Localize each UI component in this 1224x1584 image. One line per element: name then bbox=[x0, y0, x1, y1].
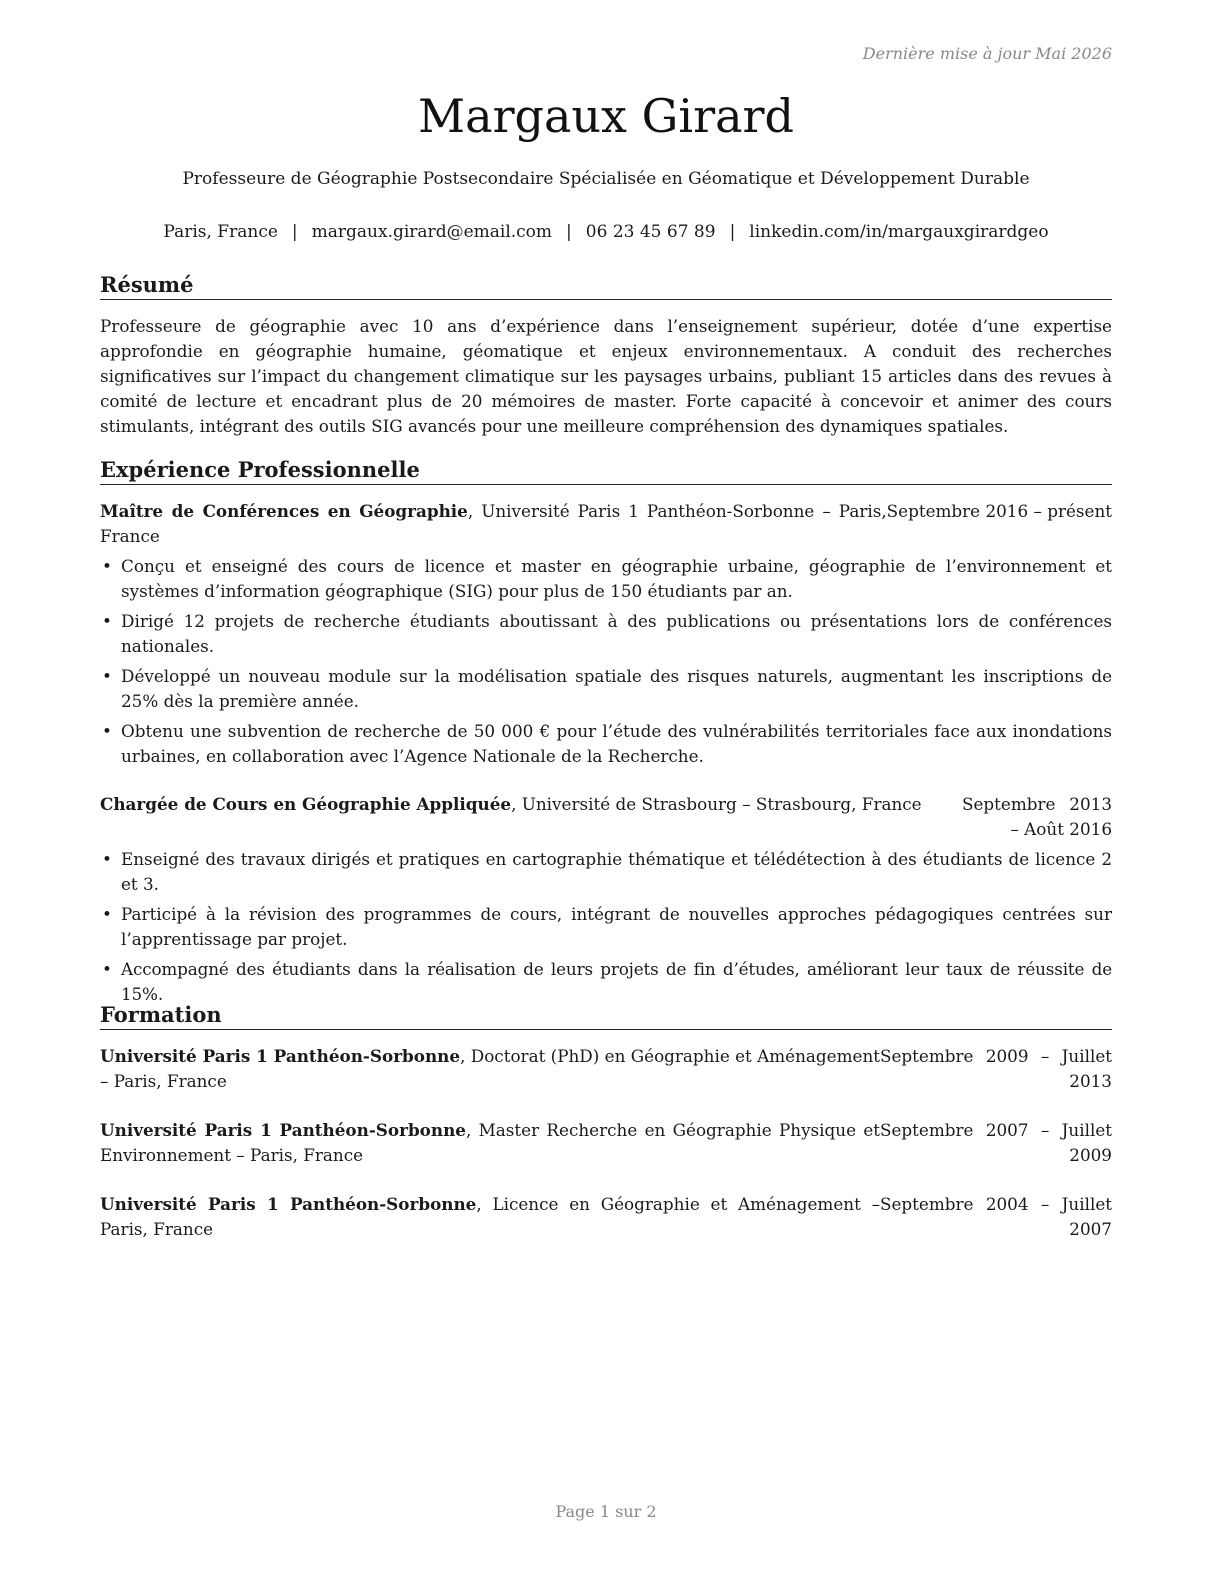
page-number: Page 1 sur 2 bbox=[555, 1502, 657, 1521]
section-heading-experience: Expérience Professionnelle bbox=[100, 456, 1112, 485]
education-entry bbox=[100, 1192, 1112, 1242]
job-dates: Septembre 2016 – présent bbox=[886, 501, 1112, 521]
education-dates: Septembre 2007 – Juillet 2009 bbox=[880, 1120, 1112, 1165]
education-dates: Septembre 2009 – Juillet 2013 bbox=[880, 1046, 1112, 1091]
job-title-line bbox=[100, 499, 887, 549]
job-dates: Septembre 2013 – Août 2016 bbox=[962, 794, 1112, 839]
job-title-line bbox=[100, 792, 962, 842]
job-org: , Université Paris 1 Panthéon-Sorbonne – Paris, France bbox=[100, 501, 887, 546]
bullet-text: Participé à la révision des programmes de cours, intégrant de nouvelles approches pédagogiques centrées sur l’apprentissage par projet. bbox=[121, 904, 1112, 949]
job-header bbox=[100, 792, 1112, 842]
contact-line bbox=[100, 219, 1112, 245]
contact-location: Paris, France bbox=[163, 222, 278, 242]
list-item bbox=[100, 554, 1112, 604]
job-bullets bbox=[100, 554, 1112, 774]
education-entry bbox=[100, 1118, 1112, 1168]
job-role: Chargée de Cours en Géographie Appliquée bbox=[100, 794, 512, 814]
list-item bbox=[100, 902, 1112, 952]
bullet-text: Développé un nouveau module sur la modélisation spatiale des risques naturels, augmentant les inscriptions de 25% dès la première année. bbox=[121, 666, 1112, 711]
job-header bbox=[100, 499, 1112, 549]
job-role: Maître de Conférences en Géographie bbox=[100, 501, 468, 521]
person-title: Professeure de Géographie Postsecondaire Spécialisée en Géomatique et Développement Durable bbox=[182, 169, 1030, 189]
job-org: , Université de Strasbourg – Strasbourg, France bbox=[511, 794, 922, 814]
education-detail: , Doctorat (PhD) en Géographie et Aménagement – Paris, France bbox=[100, 1046, 880, 1091]
bullet-text: Dirigé 12 projets de recherche étudiants aboutissant à des publications ou présentations lors de conférences nationales. bbox=[121, 611, 1112, 656]
bullet-text: Accompagné des étudiants dans la réalisation de leurs projets de fin d’études, améliorant leur taux de réussite de 15%. bbox=[121, 959, 1112, 1004]
list-item bbox=[100, 609, 1112, 659]
resume-page bbox=[100, 0, 1112, 1584]
bullet-icon: • bbox=[102, 849, 112, 869]
education-school: Université Paris 1 Panthéon-Sorbonne bbox=[100, 1194, 477, 1214]
contact-linkedin[interactable]: linkedin.com/in/margauxgirardgeo bbox=[749, 222, 1049, 242]
bullet-icon: • bbox=[102, 666, 112, 686]
contact-phone: 06 23 45 67 89 bbox=[585, 222, 716, 242]
education-line bbox=[100, 1192, 880, 1242]
education-detail: , Licence en Géographie et Aménagement – Paris, France bbox=[100, 1194, 880, 1239]
contact-separator: | bbox=[291, 222, 298, 242]
last-updated: Dernière mise à jour Mai 2026 bbox=[862, 44, 1112, 63]
person-name: Margaux Girard bbox=[418, 89, 794, 143]
education-dates: Septembre 2004 – Juillet 2007 bbox=[880, 1194, 1112, 1239]
contact-email[interactable]: margaux.girard@email.com bbox=[311, 222, 553, 242]
job-bullets bbox=[100, 847, 1112, 1012]
education-school: Université Paris 1 Panthéon-Sorbonne bbox=[100, 1120, 466, 1140]
bullet-icon: • bbox=[102, 721, 112, 741]
bullet-icon: • bbox=[102, 556, 112, 576]
education-entry bbox=[100, 1044, 1112, 1094]
bullet-text: Enseigné des travaux dirigés et pratiques en cartographie thématique et télédétection à des étudiants de licence 2 et 3. bbox=[121, 849, 1112, 894]
education-school: Université Paris 1 Panthéon-Sorbonne bbox=[100, 1046, 461, 1066]
bullet-icon: • bbox=[102, 959, 112, 979]
list-item bbox=[100, 847, 1112, 897]
section-heading-education: Formation bbox=[100, 1001, 1112, 1030]
contact-separator: | bbox=[729, 222, 736, 242]
contact-separator: | bbox=[566, 222, 572, 242]
education-detail: , Master Recherche en Géographie Physique et Environnement – Paris, France bbox=[100, 1120, 880, 1165]
list-item bbox=[100, 957, 1112, 1007]
bullet-text: Conçu et enseigné des cours de licence et master en géographie urbaine, géographie de l’environnement et systèmes d’information géographique (SIG) pour plus de 150 étudiants par an. bbox=[121, 556, 1112, 601]
section-heading-summary: Résumé bbox=[100, 271, 1112, 300]
education-line bbox=[100, 1118, 880, 1168]
list-item bbox=[100, 664, 1112, 714]
education-line bbox=[100, 1044, 880, 1094]
bullet-text: Obtenu une subvention de recherche de 50 000 € pour l’étude des vulnérabilités territoriales face aux inondations urbaines, en collaboration avec l’Agence Nationale de la Recherche. bbox=[121, 721, 1112, 766]
summary-text: Professeure de géographie avec 10 ans d’expérience dans l’enseignement supérieur, dotée d’une expertise approfondie en géographie humaine, géomatique et enjeux environnementaux. A conduit des recherches significatives sur l’impact du changement climatique sur les paysages urbains, publiant 15 articles dans des revues à comité de lecture et encadrant plus de 20 mémoires de master. Forte capacité à concevoir et animer des cours stimulants, intégrant des outils SIG avancés pour une meilleure compréhension des dynamiques spatiales. bbox=[100, 316, 1112, 436]
bullet-icon: • bbox=[102, 611, 112, 631]
bullet-icon: • bbox=[102, 904, 112, 924]
list-item bbox=[100, 719, 1112, 769]
